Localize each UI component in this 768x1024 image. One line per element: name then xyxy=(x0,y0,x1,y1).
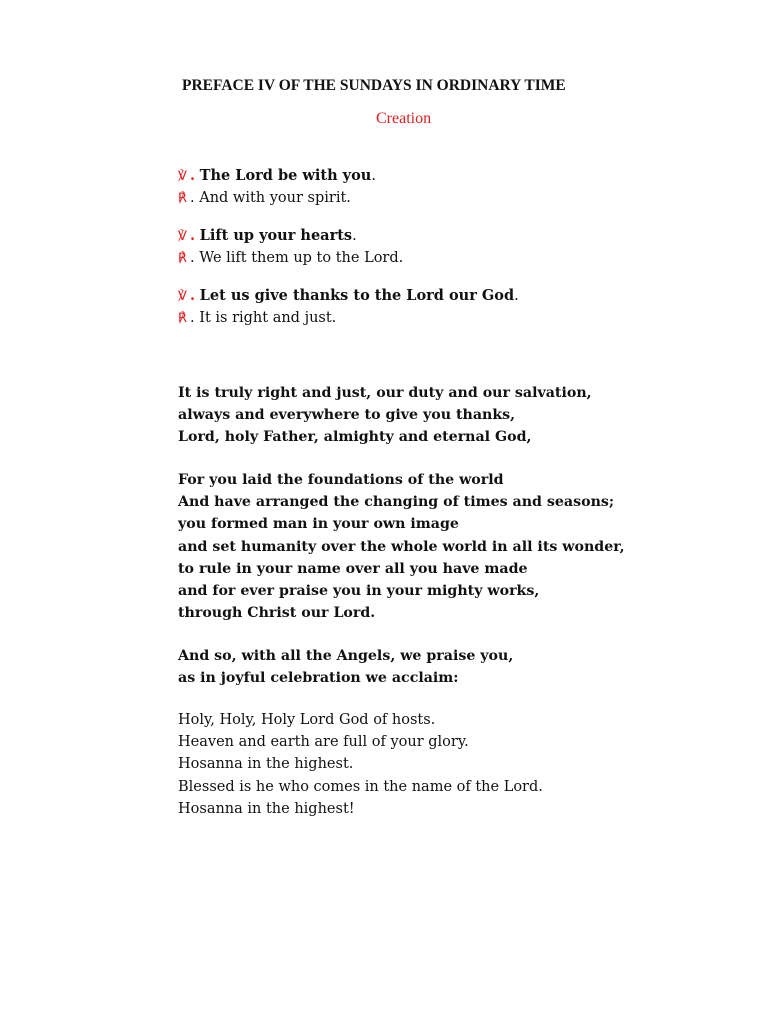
response-line xyxy=(178,247,403,269)
response-text: And with your spirit. xyxy=(199,190,351,206)
response-text: It is right and just. xyxy=(199,310,337,326)
dialogue-exchange xyxy=(178,285,519,329)
preface-line: to rule in your name over all you have made xyxy=(178,560,528,577)
versicle-symbol: ℣ xyxy=(178,289,187,304)
versicle-dot: . xyxy=(190,227,196,244)
sanctus-block xyxy=(178,709,543,820)
versicle-symbol: ℣ xyxy=(178,169,187,184)
sanctus-line: Hosanna in the highest. xyxy=(178,756,354,773)
response-text: We lift them up to the Lord. xyxy=(199,250,404,266)
preface-line: and set humanity over the whole world in all its wonder, xyxy=(178,538,625,555)
response-symbol: ℟ xyxy=(178,251,187,266)
versicle-period: . xyxy=(514,288,519,304)
versicle-dot: . xyxy=(190,287,196,304)
preface-line: and for ever praise you in your mighty works, xyxy=(178,583,540,600)
dialogue-exchange xyxy=(178,165,376,209)
preface-stanza xyxy=(178,382,592,449)
versicle-text: Let us give thanks to the Lord our God xyxy=(199,287,515,304)
preface-line: For you laid the foundations of the world xyxy=(178,472,504,488)
sanctus-line: Holy, Holy, Holy Lord God of hosts. xyxy=(178,712,436,728)
versicle-line xyxy=(178,285,519,307)
dialogue-exchange xyxy=(178,225,403,269)
preface-line: Lord, holy Father, almighty and eternal God, xyxy=(178,429,532,446)
sanctus-line: Heaven and earth are full of your glory. xyxy=(178,734,469,751)
preface-line: always and everywhere to give you thanks, xyxy=(178,407,516,424)
preface-stanza xyxy=(178,645,513,689)
versicle-line xyxy=(178,225,403,247)
response-symbol: ℟ xyxy=(178,311,187,326)
versicle-period: . xyxy=(371,168,376,184)
preface-line: you formed man in your own image xyxy=(178,516,459,533)
response-line xyxy=(178,307,519,329)
versicle-line xyxy=(178,165,376,187)
response-dot: . xyxy=(190,250,195,266)
preface-line: And have arranged the changing of times and seasons; xyxy=(178,494,615,511)
page-title: PREFACE IV OF THE SUNDAYS IN ORDINARY TIME xyxy=(182,77,566,94)
versicle-period: . xyxy=(352,228,357,244)
preface-stanza xyxy=(178,469,625,624)
response-dot: . xyxy=(190,310,195,326)
response-line xyxy=(178,187,376,209)
versicle-text: Lift up your hearts xyxy=(199,227,353,244)
response-dot: . xyxy=(190,190,195,206)
sanctus-line: Blessed is he who comes in the name of the Lord. xyxy=(178,778,543,795)
preface-line: as in joyful celebration we acclaim: xyxy=(178,670,459,687)
preface-line: through Christ our Lord. xyxy=(178,605,376,622)
response-symbol: ℟ xyxy=(178,191,187,206)
versicle-symbol: ℣ xyxy=(178,229,187,244)
preface-line: And so, with all the Angels, we praise you, xyxy=(178,648,514,664)
versicle-dot: . xyxy=(190,167,196,184)
sanctus-line: Hosanna in the highest! xyxy=(178,800,355,817)
page-subtitle: Creation xyxy=(376,110,432,127)
preface-line: It is truly right and just, our duty and our salvation, xyxy=(178,385,592,401)
versicle-text: The Lord be with you xyxy=(199,167,372,184)
